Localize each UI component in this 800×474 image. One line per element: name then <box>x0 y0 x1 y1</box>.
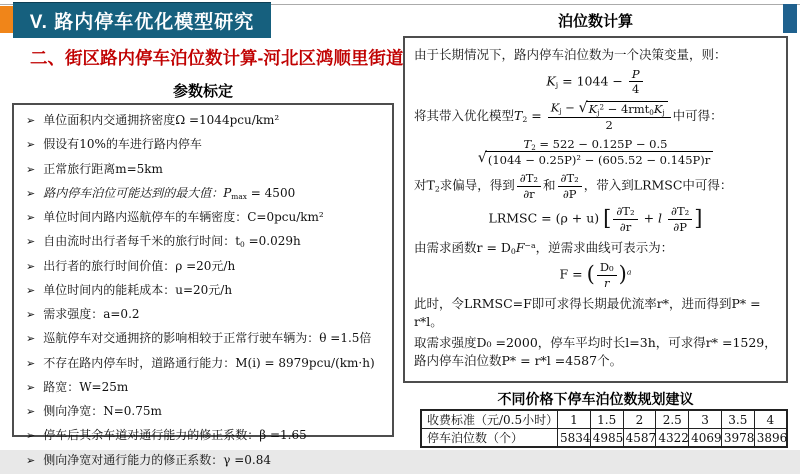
numerator: ∂T₂ <box>558 172 582 186</box>
value-cell: 3.5 <box>721 410 754 429</box>
param-text: 停车后其余车道对通行能力的修正系数：β =1.65 <box>43 428 307 443</box>
paragraph-decision-variable: 由于长期情况下，路内停车泊位数为一个决策变量，则： <box>414 47 727 62</box>
fraction <box>668 205 692 233</box>
math-run: 将其带入优化模型 <box>414 107 515 123</box>
denominator: ∂r <box>619 219 632 234</box>
math-sub: j <box>597 107 600 117</box>
param-text: 巡航停车对交通拥挤的影响相较于正常行驶车辆为：θ =1.5倍 <box>43 331 372 346</box>
param-sub: max <box>231 191 247 201</box>
math-sub: 0 <box>649 107 654 117</box>
right-paren: ) <box>618 262 627 287</box>
header-accent-bar <box>0 6 13 33</box>
param-text: 路内停车泊位可能达到的最大值：P <box>43 185 232 200</box>
denominator: ∂r <box>523 186 535 201</box>
fraction <box>517 172 541 200</box>
arrow-bullet-icon: ➢ <box>26 429 36 443</box>
denominator: r <box>603 275 610 290</box>
math-run: = <box>527 107 546 123</box>
param-text: 单位时间内路内巡航停车的车辆密度：C=0pcu/km² <box>43 210 324 225</box>
math-run: T <box>523 136 532 151</box>
math-run: T <box>514 107 523 123</box>
denominator: ∂P <box>562 186 577 201</box>
arrow-bullet-icon: ➢ <box>26 259 36 273</box>
row-label-cell: 收费标准（元/0.5小时） <box>421 410 558 429</box>
value-cell: 5834 <box>558 429 591 448</box>
math-run: F <box>515 240 525 256</box>
param-text: 不存在路内停车时，道路通行能力：M(i) = 8979pcu/(km·h) <box>43 355 375 370</box>
math-run: = 522 − 0.125P − 0.5 <box>535 136 668 151</box>
value-cell: 1 <box>558 410 591 429</box>
math-run: + l <box>639 210 666 226</box>
radical <box>478 151 714 167</box>
table-title: 不同价格下停车泊位数规划建议 <box>497 391 694 407</box>
section-subtitle: 二、街区路内停车泊位数计算-河北区鸿顺里街道 <box>30 48 404 68</box>
parameter-item <box>26 256 386 280</box>
parameter-list <box>20 110 386 474</box>
right-panel-title: 泊位数计算 <box>557 13 633 30</box>
left-paren: ( <box>586 262 595 287</box>
arrow-bullet-icon: ➢ <box>26 186 36 200</box>
param-text: 正常旅行距离m=5km <box>43 161 163 176</box>
denominator: 4 <box>632 82 640 97</box>
math-sub: 2 <box>531 142 536 152</box>
param-sub: 0 <box>240 240 245 250</box>
arrow-bullet-icon: ➢ <box>26 380 36 394</box>
param-text: 假设有10%的车进行路内停车 <box>43 137 202 152</box>
parameter-item <box>26 231 386 255</box>
math-run: 对T <box>414 177 435 193</box>
paragraph-result: 取需求强度D₀ =2000，停车平均时长l=3h，可求得r* =1529，路内停车泊位数P* = r*l =4587个。 <box>414 334 777 368</box>
numerator: ∂T₂ <box>668 205 692 219</box>
param-text: = 4500 <box>246 185 296 200</box>
param-text: =0.029h <box>244 234 301 249</box>
parameter-item <box>26 353 386 377</box>
parameter-item <box>26 377 386 401</box>
math-run: K <box>550 100 560 115</box>
price-berth-table <box>420 409 788 448</box>
parameters-panel <box>12 103 394 467</box>
paragraph-optimal-flow: 此时，令LRMSC=F即可求得长期最优流率r*，进而得到P* = r*l。 <box>414 295 761 329</box>
param-text: 单位面积内交通拥挤密度Ω =1044pcu/km² <box>43 113 280 127</box>
math-run: 求偏导，得到 <box>439 177 515 193</box>
parameter-item <box>26 207 386 231</box>
parameter-item <box>26 159 386 183</box>
value-cell: 1.5 <box>590 410 623 429</box>
fraction <box>548 101 671 132</box>
radical <box>578 101 667 116</box>
radical-body: (1044 − 0.25P)² − (605.52 − 0.145P)r <box>485 151 713 167</box>
arrow-bullet-icon: ➢ <box>26 332 36 346</box>
math-run: K <box>546 73 556 89</box>
corner-decoration-block <box>783 4 797 33</box>
param-text: 自由流时出行者每千米的旅行时间：t <box>43 234 241 249</box>
slide-header <box>13 2 271 38</box>
table-row-fee <box>421 410 787 429</box>
value-cell: 4587 <box>623 429 656 448</box>
fraction <box>558 172 582 200</box>
math-sub: j <box>662 107 665 117</box>
formula-lrmsc <box>414 205 777 233</box>
fraction <box>597 261 617 289</box>
left-panel-title: 参数标定 <box>172 83 233 100</box>
math-run: − <box>561 100 579 115</box>
arrow-bullet-icon: ➢ <box>26 405 36 419</box>
math-sup: −a <box>524 241 536 251</box>
parameter-item <box>26 304 386 328</box>
param-text: 侧向净宽：N=0.75m <box>43 404 162 419</box>
parameter-item <box>26 425 386 449</box>
formula-kj <box>414 68 777 96</box>
math-run: K <box>588 101 598 116</box>
right-bracket: ] <box>694 206 703 231</box>
math-run: ，带入到LRMSC中可得： <box>583 177 733 193</box>
math-sup: a <box>626 267 632 277</box>
left-bracket: [ <box>603 206 612 231</box>
fraction <box>629 68 643 96</box>
math-run: − 4rmt <box>604 101 650 116</box>
param-text: 出行者的旅行时间价值：ρ =20元/h <box>43 258 236 273</box>
parameter-item <box>26 110 386 134</box>
denominator: ∂P <box>673 219 687 234</box>
parameter-item <box>26 450 386 474</box>
numerator: P <box>629 68 643 82</box>
arrow-bullet-icon: ➢ <box>26 138 36 152</box>
math-run: F = <box>559 266 587 282</box>
arrow-bullet-icon: ➢ <box>26 162 36 176</box>
formula-t2 <box>414 137 777 168</box>
param-text: 侧向净宽对通行能力的修正系数：γ =0.84 <box>43 452 271 467</box>
paragraph-substitute-model <box>414 101 777 132</box>
value-cell: 3896 <box>754 429 787 448</box>
numerator: D₀ <box>597 261 617 275</box>
param-text: 路宽：W=25m <box>43 379 129 394</box>
parameter-item <box>26 280 386 304</box>
radical-sign-icon: √ <box>578 99 588 116</box>
denominator: 2 <box>605 118 613 133</box>
header-title: V. 路内停车优化模型研究 <box>29 11 255 33</box>
parameter-item <box>26 401 386 425</box>
math-run: K <box>653 101 663 116</box>
calculation-panel <box>403 36 788 383</box>
math-run: ，逆需求曲线可表示为： <box>535 240 674 256</box>
arrow-bullet-icon: ➢ <box>26 308 36 322</box>
value-cell: 3 <box>689 410 722 429</box>
math-run: 由需求函数r = D <box>414 240 511 256</box>
param-text: 需求强度：a=0.2 <box>43 307 140 322</box>
parameter-item <box>26 328 386 352</box>
math-sub: 2 <box>434 184 440 194</box>
arrow-bullet-icon: ➢ <box>26 211 36 225</box>
parameter-item <box>26 134 386 158</box>
row-label-cell: 停车泊位数（个） <box>421 429 558 448</box>
math-run: 和 <box>543 177 556 193</box>
parameter-item <box>26 183 386 207</box>
math-sub: j <box>555 80 559 90</box>
value-cell: 3978 <box>721 429 754 448</box>
value-cell: 2 <box>623 410 656 429</box>
math-sub: 2 <box>522 114 528 124</box>
numerator: ∂T₂ <box>613 205 637 219</box>
math-run: = 1044 − <box>558 73 627 89</box>
arrow-bullet-icon: ➢ <box>26 283 36 297</box>
radical-body <box>586 101 668 116</box>
paragraph-partial-derivative <box>414 172 777 200</box>
param-text: 单位时间内的能耗成本：u=20元/h <box>43 282 233 297</box>
math-sup: 2 <box>599 102 604 112</box>
numerator: ∂T₂ <box>517 172 541 186</box>
radical-sign-icon: √ <box>477 150 487 167</box>
table-row-berths <box>421 429 787 448</box>
math-sub: 0 <box>510 247 516 257</box>
arrow-bullet-icon: ➢ <box>26 356 36 370</box>
numerator <box>548 101 671 118</box>
arrow-bullet-icon: ➢ <box>26 453 36 467</box>
value-cell: 2.5 <box>656 410 689 429</box>
formula-inverse-demand <box>414 261 777 289</box>
value-cell: 4322 <box>656 429 689 448</box>
value-cell: 4985 <box>590 429 623 448</box>
fraction <box>613 205 637 233</box>
math-sub: j <box>559 106 562 116</box>
value-cell: 4069 <box>689 429 722 448</box>
math-run: LRMSC = (ρ + u) <box>488 210 604 226</box>
math-run: 中可得： <box>672 107 723 123</box>
arrow-bullet-icon: ➢ <box>26 114 36 127</box>
arrow-bullet-icon: ➢ <box>26 235 36 249</box>
paragraph-demand-function <box>414 238 777 256</box>
value-cell: 4 <box>754 410 787 429</box>
